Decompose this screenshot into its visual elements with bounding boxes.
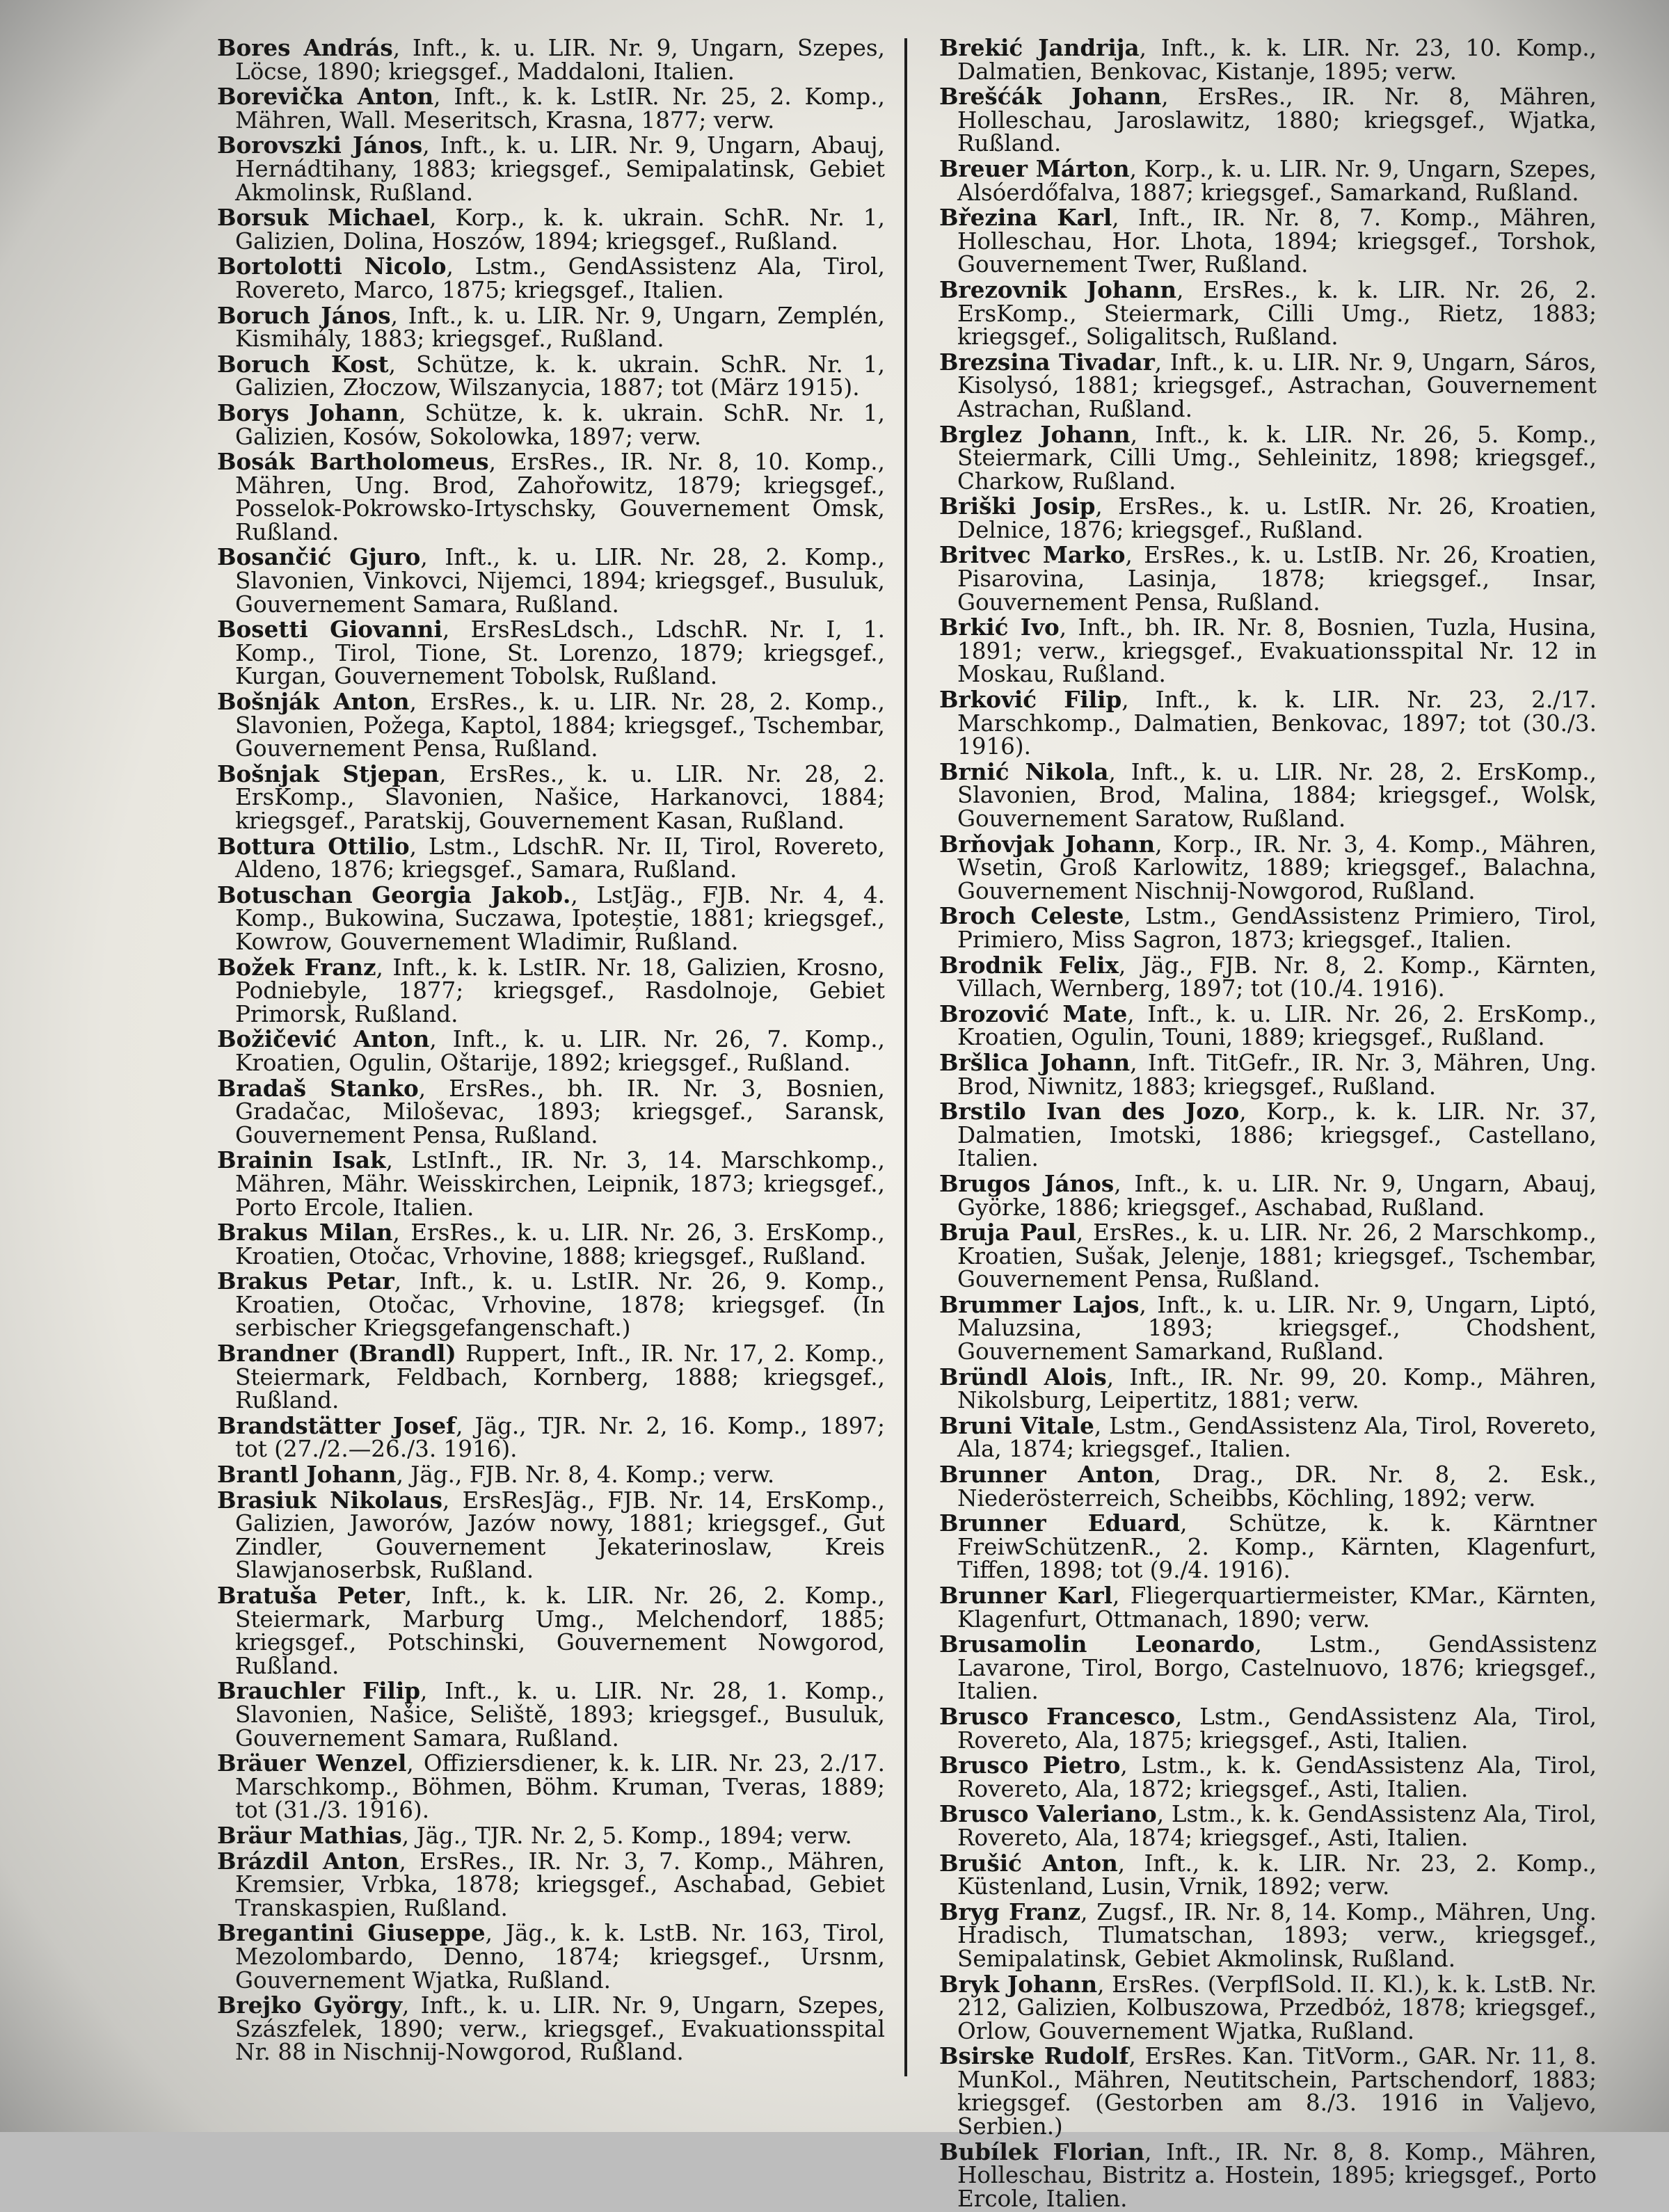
register-entry xyxy=(217,545,885,616)
entry-name: Brušić Anton xyxy=(939,1849,1118,1877)
entry-name: Bradaš Stanko xyxy=(217,1074,419,1102)
register-entry xyxy=(217,1027,885,1075)
entry-name: Brandstätter Josef xyxy=(217,1411,456,1439)
entry-name: Bryk Johann xyxy=(939,1970,1098,1998)
register-entry xyxy=(939,492,1597,543)
column-divider xyxy=(904,38,907,2076)
entry-details: , Inft., bh. IR. Nr. 8, Bosnien, Tuzla, Husina, 1891; verw., kriegsgef., Evakuationsspital Nr. 12 in Moskau, Rußland. xyxy=(957,614,1597,688)
entry-details: , ErsRes. Kan. TitVorm., GAR. Nr. 11, 8. MunKol., Mähren, Neutitschein, Partschendorf, 1883; kriegsgef. (Gestorben am 8./3. 1916 in Valjevo, Serbien.) xyxy=(957,2043,1597,2140)
entry-name: Brodnik Felix xyxy=(939,951,1119,979)
register-entry xyxy=(217,1342,885,1413)
entry-name: Bosák Bartholomeus xyxy=(217,448,489,476)
register-entry xyxy=(939,1970,1597,2044)
entry-name: Brejko György xyxy=(217,1991,403,2019)
register-entry xyxy=(939,904,1597,952)
entry-name: Bubílek Florian xyxy=(939,2138,1145,2165)
entry-details: , ErsRes., IR. Nr. 8, Mähren, Holleschau, Jaroslawitz, 1880; kriegsgef., Wjatka, Rußland. xyxy=(957,83,1597,157)
entry-details: , LstJäg., FJB. Nr. 4, 4. Komp., Bukowina, Suczawa, Ipoteștie, 1881; kriegsgef., Kowrow, Gouvernement Wladimir, Rußland. xyxy=(235,881,886,955)
entry-details: , Inft., IR. Nr. 8, 8. Komp., Mähren, Holleschau, Bistritz a. Hostein, 1895; kriegsgef., Porto Ercole, Italien. xyxy=(957,2138,1597,2212)
entry-name: Brusco Francesco xyxy=(939,1702,1176,1730)
entry-details: , Inft., k. k. LIR. Nr. 23, 10. Komp., Dalmatien, Benkovac, Kistanje, 1895; verw. xyxy=(957,35,1597,85)
register-entry xyxy=(939,1221,1597,1292)
register-entry xyxy=(217,1847,885,1921)
register-entry xyxy=(217,1749,885,1824)
entry-name: Bottura Ottilio xyxy=(217,832,410,860)
entry-details: , Schütze, k. k. ukrain. SchR. Nr. 1, Galizien, Złoczow, Wilszanycia, 1887; tot (März 1915). xyxy=(235,351,885,401)
entry-details: , ErsResLdsch., LdschR. Nr. I, 1. Komp., Tirol, Tione, St. Lorenzo, 1879; kriegsgef., Kurgan, Gouvernement Tobolsk, Rußland. xyxy=(235,616,885,690)
entry-details: , Lstm., GendAssistenz Ala, Tirol, Rovereto, Marco, 1875; kriegsgef., Italien. xyxy=(235,253,886,303)
entry-name: Bošnjak Stjepan xyxy=(217,760,440,787)
register-entry xyxy=(217,131,886,206)
entry-name: Bsirske Rudolf xyxy=(939,2042,1129,2070)
entry-name: Brezovnik Johann xyxy=(939,275,1177,303)
entry-details: , Lstm., GendAssistenz Lavarone, Tirol, Borgo, Castelnuovo, 1876; kriegsgef., Italien. xyxy=(957,1631,1597,1705)
register-entry xyxy=(217,832,886,883)
entry-details: , Inft., k. u. LIR. Nr. 9, Ungarn, Abauj, Györke, 1886; kriegsgef., Aschabad, Rußland. xyxy=(957,1170,1597,1221)
entry-details: , Jäg., k. k. LstB. Nr. 163, Tirol, Mezolombardo, Denno, 1874; kriegsgef., Ursnm, Gouvernement Wjatka, Rußland. xyxy=(235,1920,885,1994)
entry-name: Bryg Franz xyxy=(939,1898,1081,1925)
entry-details: , Korp., k. u. LIR. Nr. 9, Ungarn, Szepes, Alsóerdőfalva, 1887; kriegsgef., Samarkand, Rußland. xyxy=(957,155,1597,206)
register-entry xyxy=(939,1849,1597,1900)
entry-details: , Inft., k. k. LIR. Nr. 26, 2. Komp., Steiermark, Marburg Umg., Melchendorf, 1885; kriegsgef., Potschinski, Gouvernement Nowgorod, Rußland. xyxy=(235,1582,886,1679)
register-entry xyxy=(217,1221,885,1268)
entry-details: , ErsResJäg., FJB. Nr. 14, ErsKomp., Galizien, Jaworów, Jazów nowy, 1881; kriegsgef., Gut Zindler, Gouvernement Jekaterinoslaw, Kreis Slawjanoserbsk, Rußland. xyxy=(235,1486,885,1584)
register-entry xyxy=(217,1148,885,1219)
entry-name: Brglez Johann xyxy=(939,420,1131,448)
register-entry xyxy=(939,1365,1597,1413)
entry-name: Bošnják Anton xyxy=(217,688,410,716)
entry-details: , Schütze, k. k. ukrain. SchR. Nr. 1, Galizien, Kosów, Sokolowka, 1897; verw. xyxy=(235,399,885,450)
entry-name: Brusamolin Leonardo xyxy=(939,1630,1255,1658)
entry-details: , ErsRes., k. u. LIR. Nr. 26, 2 Marschkomp., Kroatien, Sušak, Jelenje, 1881; kriegsgef., Tschembar, Gouvernement Pensa, Rußland. xyxy=(957,1219,1597,1293)
right-column xyxy=(939,36,1597,2212)
entry-details: , Inft., k. u. LstIR. Nr. 26, 9. Komp., Kroatien, Otočac, Vrhovine, 1878; kriegsgef. (In serbischer Kriegsgefangenschaft.) xyxy=(235,1268,886,1342)
entry-details: , Inft., IR. Nr. 8, 7. Komp., Mähren, Holleschau, Hor. Lhota, 1894; kriegsgef., Torshok, Gouvernement Twer, Rußland. xyxy=(957,205,1597,278)
register-entry xyxy=(217,1991,885,2066)
register-entry xyxy=(939,2140,1597,2211)
entry-name: Bruni Vitale xyxy=(939,1411,1094,1439)
entry-details: , Offiziersdiener, k. k. LIR. Nr. 23, 2./17. Marschkomp., Böhmen, Böhm. Kruman, Tveras, 1889; tot (31./3. 1916). xyxy=(235,1750,885,1824)
entry-details: , Inft., k. u. LIR. Nr. 9, Ungarn, Liptó, Maluzsina, 1893; kriegsgef., Chodshent, Gouvernement Samarkand, Rußland. xyxy=(957,1291,1597,1365)
entry-details: , Inft., k. u. LIR. Nr. 9, Ungarn, Zemplén, Kismihály, 1883; kriegsgef., Rußland. xyxy=(235,302,885,353)
entry-name: Brugos János xyxy=(939,1169,1115,1197)
register-entry xyxy=(217,1463,885,1487)
register-entry xyxy=(939,1509,1597,1584)
entry-details: , Lstm., GendAssistenz Ala, Tirol, Rovereto, Ala, 1874; kriegsgef., Italien. xyxy=(957,1412,1597,1463)
entry-name: Brantl Johann xyxy=(217,1461,397,1489)
register-entry xyxy=(939,1169,1597,1221)
entry-name: Brnić Nikola xyxy=(939,758,1109,785)
register-entry xyxy=(939,348,1597,422)
entry-details: , Inft., k. k. LIR. Nr. 26, 5. Komp., Steiermark, Cilli Umg., Sehleinitz, 1898; kriegsgef., Charkow, Rußland. xyxy=(957,421,1597,495)
register-entry xyxy=(939,1002,1597,1050)
register-entry xyxy=(939,543,1597,614)
entry-name: Brummer Lajos xyxy=(939,1290,1140,1318)
entry-details: , ErsRes., k. u. LstIB. Nr. 26, Kroatien, Pisarovina, Lasinja, 1878; kriegsgef., Insar, Gouvernement Pensa, Rußland. xyxy=(957,542,1597,616)
entry-name: Borys Johann xyxy=(217,399,399,426)
entry-details: , Lstm., GendAssistenz Ala, Tirol, Rovereto, Ala, 1875; kriegsgef., Asti, Italien. xyxy=(957,1703,1597,1754)
entry-details: , Inft., k. u. LIR. Nr. 28, 1. Komp., Slavonien, Našice, Seliště, 1893; kriegsgef., Busuluk, Gouvernement Samara, Rußland. xyxy=(235,1678,885,1752)
register-entry xyxy=(939,85,1597,156)
entry-details: , Inft., k. u. LIR. Nr. 26, 7. Komp., Kroatien, Ogulin, Oštarije, 1892; kriegsgef., Rußland. xyxy=(235,1026,885,1076)
entry-name: Brković Filip xyxy=(939,686,1122,714)
register-entry xyxy=(217,301,885,353)
entry-details: , Schütze, k. k. Kärntner FreiwSchützenR., 2. Komp., Kärnten, Klagenfurt, Tiffen, 1898; tot (9./4. 1916). xyxy=(957,1510,1597,1584)
entry-name: Bršlica Johann xyxy=(939,1048,1131,1076)
entry-details: , Inft., k. u. LIR. Nr. 9, Ungarn, Abauj, Hernádtihany, 1883; kriegsgef., Semipalatinsk, Gebiet Akmolinsk, Rußland. xyxy=(235,132,886,206)
entry-details: , Inft., k. k. LIR. Nr. 23, 2. Komp., Küstenland, Lusin, Vrnik, 1892; verw. xyxy=(957,1850,1597,1900)
entry-name: Brešćák Johann xyxy=(939,83,1162,111)
entry-name: Brusco Valeriano xyxy=(939,1800,1157,1828)
register-entry xyxy=(217,1921,885,1992)
register-entry xyxy=(939,275,1597,351)
entry-details: Ruppert, Inft., IR. Nr. 17, 2. Komp., Steiermark, Feldbach, Kornberg, 1888; kriegsgef., Rußland. xyxy=(235,1340,885,1414)
entry-name: Botuschan Georgia Jakob. xyxy=(217,881,571,908)
entry-name: Brkić Ivo xyxy=(939,614,1060,641)
register-entry xyxy=(939,1754,1597,1801)
entry-details: , Korp., k. k. ukrain. SchR. Nr. 1, Galizien, Dolina, Hoszów, 1894; kriegsgef., Rußland. xyxy=(235,205,885,255)
entry-name: Boruch Kost xyxy=(217,350,389,378)
entry-name: Britvec Marko xyxy=(939,541,1126,569)
entry-name: Brandner (Brandl) xyxy=(217,1340,456,1368)
register-entry xyxy=(217,1679,885,1750)
entry-details: , Inft., k. u. LIR. Nr. 9, Ungarn, Szepes, Löcse, 1890; kriegsgef., Maddaloni, Italien. xyxy=(235,35,885,85)
register-entry xyxy=(939,1802,1597,1850)
entry-details: , Jäg., FJB. Nr. 8, 2. Komp., Kärnten, Villach, Wernberg, 1897; tot (10./4. 1916). xyxy=(957,952,1597,1002)
entry-details: , ErsRes., IR. Nr. 3, 7. Komp., Mähren, Kremsier, Vrbka, 1878; kriegsgef., Aschabad, Gebiet Transkaspien, Rußland. xyxy=(235,1848,885,1921)
register-entry xyxy=(939,1900,1597,1971)
register-entry xyxy=(939,688,1597,759)
entry-details: , ErsRes., k. k. LIR. Nr. 26, 2. ErsKomp., Steiermark, Cilli Umg., Rietz, 1883; kriegsgef., Soligalitsch, Rußland. xyxy=(957,276,1597,351)
entry-name: Borsuk Michael xyxy=(217,204,430,232)
register-entry xyxy=(217,953,885,1027)
entry-name: Bratuša Peter xyxy=(217,1582,405,1609)
entry-name: Brakus Milan xyxy=(217,1219,393,1247)
register-entry xyxy=(217,255,885,302)
entry-details: , Lstm., k. k. GendAssistenz Ala, Tirol, Rovereto, Ala, 1874; kriegsgef., Asti, Italien. xyxy=(957,1801,1597,1851)
entry-details: , Inft., k. u. LIR. Nr. 9, Ungarn, Sáros, Kisolysó, 1881; kriegsgef., Astrachan, Gouvernement Astrachan, Rußland. xyxy=(957,348,1597,422)
entry-name: Bruja Paul xyxy=(939,1219,1076,1247)
entry-name: Bräur Mathias xyxy=(217,1821,402,1849)
entry-details: , Inft., k. u. LIR. Nr. 28, 2. ErsKomp., Slavonien, Brod, Malina, 1884; kriegsgef., Wolsk, Gouvernement Saratow, Rußland. xyxy=(957,758,1597,832)
entry-name: Brunner Anton xyxy=(939,1461,1154,1489)
register-entry xyxy=(939,36,1597,83)
entry-name: Brunner Eduard xyxy=(939,1509,1181,1537)
register-entry xyxy=(217,85,885,132)
entry-details: , Zugsf., IR. Nr. 8, 14. Komp., Mähren, Ung. Hradisch, Tlumatschan, 1893; verw., kriegsgef., Semipalatinsk, Gebiet Akmolinsk, Rußland. xyxy=(957,1898,1597,1972)
entry-name: Broch Celeste xyxy=(939,902,1124,930)
entry-name: Bosetti Giovanni xyxy=(217,616,442,643)
register-entry xyxy=(939,760,1597,831)
entry-details: , ErsRes., bh. IR. Nr. 3, Bosnien, Gradačac, Miloševac, 1893; kriegsgef., Saransk, Gouvernement Pensa, Rußland. xyxy=(235,1075,885,1148)
entry-name: Brasiuk Nikolaus xyxy=(217,1486,442,1514)
entry-name: Brainin Isak xyxy=(217,1146,386,1174)
entry-details: , Drag., DR. Nr. 8, 2. Esk., Niederösterreich, Scheibbs, Köchling, 1892; verw. xyxy=(957,1461,1597,1512)
register-entry xyxy=(217,883,885,954)
entry-details: , ErsRes., k. u. LIR. Nr. 26, 3. ErsKomp., Kroatien, Otočac, Vrhovine, 1888; kriegsgef., Rußland. xyxy=(235,1219,885,1269)
register-entry xyxy=(939,1290,1597,1365)
entry-details: , Inft., k. k. LstIR. Nr. 25, 2. Komp., Mähren, Wall. Meseritsch, Krasna, 1877; verw. xyxy=(235,83,885,134)
register-entry xyxy=(939,830,1597,904)
entry-details: , ErsRes., k. u. LIR. Nr. 28, 2. ErsKomp., Slavonien, Našice, Harkanovci, 1884; kriegsgef., Paratskij, Gouvernement Kasan, Rußland. xyxy=(235,760,885,834)
register-entry xyxy=(939,154,1597,206)
register-entry xyxy=(217,618,885,689)
entry-name: Brakus Petar xyxy=(217,1267,394,1295)
entry-name: Brezsina Tivadar xyxy=(939,348,1155,376)
entry-details: , Inft., k. u. LIR. Nr. 28, 2. Komp., Slavonien, Vinkovci, Nijemci, 1894; kriegsgef., Busuluk, Gouvernement Samara, Rußland. xyxy=(235,544,886,618)
entry-name: Brstilo Ivan des Jozo xyxy=(939,1098,1240,1125)
entry-details: , ErsRes. (VerpflSold. II. Kl.), k. k. LstB. Nr. 212, Galizien, Kolbuszowa, Przedbóż, 1878; kriegsgef., Orlow, Gouvernement Wjatka, Rußland. xyxy=(957,1971,1597,2044)
entry-details: , Inft., k. k. LIR. Nr. 23, 2./17. Marschkomp., Dalmatien, Benkovac, 1897; tot (30./3. 1916). xyxy=(957,687,1597,760)
entry-name: Brázdil Anton xyxy=(217,1847,399,1875)
register-entry xyxy=(217,401,885,449)
register-entry xyxy=(217,1074,885,1148)
entry-details: , ErsRes., k. u. LstIR. Nr. 26, Kroatien, Delnice, 1876; kriegsgef., Rußland. xyxy=(957,493,1597,543)
entry-name: Bründl Alois xyxy=(939,1363,1107,1390)
entry-details: , Lstm., k. k. GendAssistenz Ala, Tirol, Rovereto, Ala, 1872; kriegsgef., Asti, Italien. xyxy=(957,1752,1597,1802)
register-entry xyxy=(939,206,1597,277)
entry-name: Bräuer Wenzel xyxy=(217,1749,407,1777)
register-entry xyxy=(939,951,1597,1002)
register-entry xyxy=(217,762,885,833)
entry-name: Bores András xyxy=(217,34,393,61)
register-entry xyxy=(217,690,885,761)
entry-name: Březina Karl xyxy=(939,204,1112,232)
register-entry xyxy=(217,1269,885,1340)
entry-name: Brekić Jandrija xyxy=(939,34,1140,61)
entry-details: , Inft. TitGefr., IR. Nr. 3, Mähren, Ung. Brod, Niwnitz, 1883; kriegsgef., Rußland. xyxy=(957,1049,1597,1100)
entry-name: Bosančić Gjuro xyxy=(217,543,421,571)
register-entry xyxy=(939,1630,1597,1705)
entry-name: Brauchler Filip xyxy=(217,1677,421,1705)
register-entry xyxy=(939,616,1597,687)
entry-details: , LstInft., IR. Nr. 3, 14. Marschkomp., Mähren, Mähr. Weisskirchen, Leipnik, 1873; kriegsgef., Porto Ercole, Italien. xyxy=(235,1147,885,1221)
entry-details: , ErsRes., IR. Nr. 8, 10. Komp., Mähren, Ung. Brod, Zahořowitz, 1879; kriegsgef., Posselok-Pokrowsko-Irtyschsky, Gouvernement Omsk, Rußland. xyxy=(235,449,885,545)
entry-details: , Jäg., TJR. Nr. 2, 16. Komp., 1897; tot (27./2.—26./3. 1916). xyxy=(235,1412,886,1463)
register-entry xyxy=(217,350,885,401)
entry-name: Božek Franz xyxy=(217,953,376,981)
entry-name: Brusco Pietro xyxy=(939,1752,1121,1779)
entry-name: Brňovjak Johann xyxy=(939,830,1156,858)
entry-name: Brunner Karl xyxy=(939,1582,1112,1609)
register-entry xyxy=(939,1048,1597,1100)
entry-details: , Jäg., TJR. Nr. 2, 5. Komp., 1894; verw. xyxy=(401,1822,852,1849)
entry-details: , Inft., k. u. LIR. Nr. 26, 2. ErsKomp., Kroatien, Ogulin, Touni, 1889; kriegsgef., Rußland. xyxy=(957,1000,1597,1051)
entry-name: Bortolotti Nicolo xyxy=(217,253,447,280)
entry-name: Brozović Mate xyxy=(939,1000,1128,1027)
entry-name: Borevička Anton xyxy=(217,83,434,111)
entry-details: , Lstm., GendAssistenz Primiero, Tirol, Primiero, Miss Sagron, 1873; kriegsgef., Italien. xyxy=(957,903,1597,953)
register-entry xyxy=(217,1486,885,1584)
entry-details: , Lstm., LdschR. Nr. II, Tirol, Rovereto, Aldeno, 1876; kriegsgef., Samara, Rußland. xyxy=(235,833,886,883)
entry-details: , Inft., k. k. LstIR. Nr. 18, Galizien, Krosno, Podniebyle, 1877; kriegsgef., Rasdolnoje, Gebiet Primorsk, Rußland. xyxy=(235,954,885,1027)
register-entry xyxy=(939,1702,1597,1754)
register-entry xyxy=(217,450,885,544)
entry-name: Bregantini Giuseppe xyxy=(217,1919,486,1947)
register-entry xyxy=(939,420,1597,495)
entry-details: , Inft., k. u. LIR. Nr. 9, Ungarn, Szepes, Szászfelek, 1890; verw., kriegsgef., Evakuationsspital Nr. 88 in Nischnij-Nowgorod, Rußland. xyxy=(235,1992,885,2066)
register-entry xyxy=(217,206,885,253)
register-entry xyxy=(939,1411,1597,1463)
register-entry xyxy=(939,2044,1597,2138)
register-entry xyxy=(939,1584,1597,1631)
register-entry xyxy=(217,1821,885,1849)
entry-details: , Korp., k. k. LIR. Nr. 37, Dalmatien, Imotski, 1886; kriegsgef., Castellano, Italien. xyxy=(957,1098,1597,1172)
left-column xyxy=(217,36,885,2066)
register-entry xyxy=(217,1411,886,1463)
register-entry xyxy=(217,1584,885,1678)
register-entry xyxy=(939,1100,1597,1171)
entry-name: Borovszki János xyxy=(217,131,423,159)
entry-details: , Inft., IR. Nr. 99, 20. Komp., Mähren, Nikolsburg, Leipertitz, 1881; verw. xyxy=(957,1363,1597,1414)
entry-details: , ErsRes., k. u. LIR. Nr. 28, 2. Komp., Slavonien, Požega, Kaptol, 1884; kriegsgef., Tschembar, Gouvernement Pensa, Rußland. xyxy=(235,689,885,762)
register-entry xyxy=(939,1463,1597,1510)
entry-name: Božičević Anton xyxy=(217,1025,430,1053)
entry-details: , Jäg., FJB. Nr. 8, 4. Komp.; verw. xyxy=(396,1461,775,1489)
register-entry xyxy=(217,36,885,83)
entry-name: Boruch János xyxy=(217,301,391,329)
entry-name: Breuer Márton xyxy=(939,154,1130,182)
entry-details: , Fliegerquartiermeister, KMar., Kärnten, Klagenfurt, Ottmanach, 1890; verw. xyxy=(957,1582,1597,1633)
entry-details: , Korp., IR. Nr. 3, 4. Komp., Mähren, Wsetin, Groß Karlowitz, 1889; kriegsgef., Balachna, Gouvernement Nischnij-Nowgorod, Rußland. xyxy=(957,831,1597,904)
entry-name: Briški Josip xyxy=(939,492,1096,520)
